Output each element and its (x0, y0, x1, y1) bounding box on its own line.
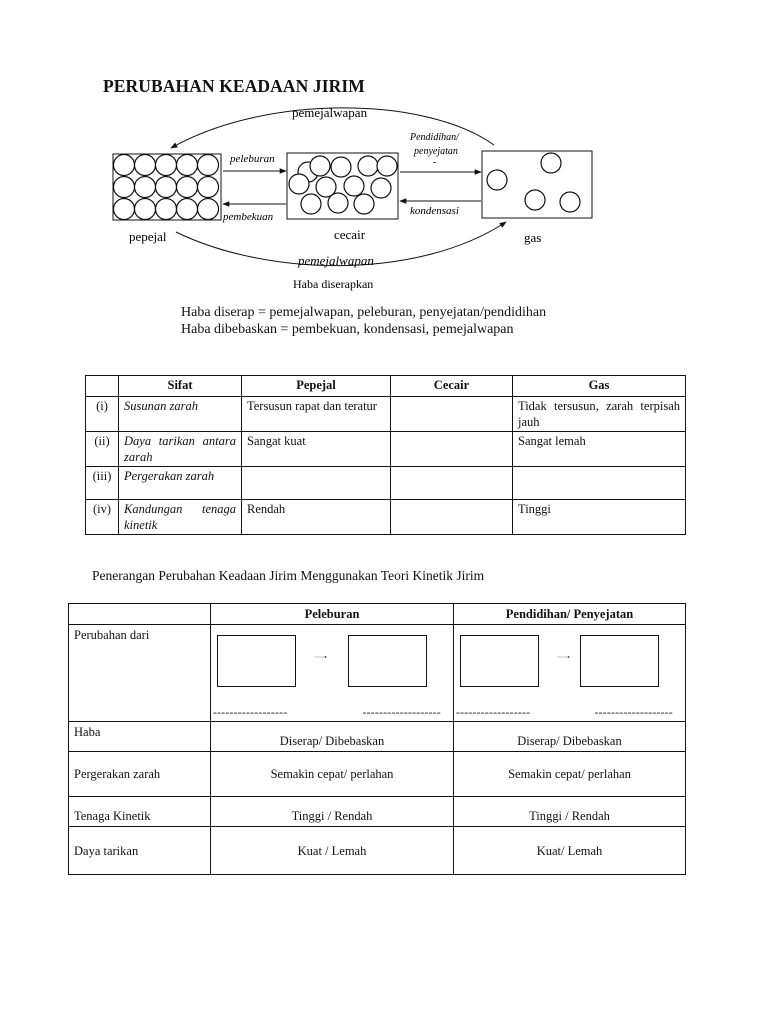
heat-label: Haba diserapkan (293, 277, 374, 291)
boiling-final-state-blank[interactable]: ------------------- (594, 707, 673, 719)
boiling-label-dash: - (433, 157, 437, 168)
melting-final-state-blank[interactable]: ------------------- (362, 707, 441, 719)
melting-change-cell (211, 625, 454, 722)
row-label: Pergerakan zarah (69, 752, 211, 797)
solid-particle (156, 155, 177, 176)
melting-choice[interactable]: Semakin cepat/ perlahan (211, 752, 454, 797)
row-label: Daya tarikan (69, 827, 211, 875)
properties-table (85, 375, 686, 535)
solid-particle (135, 199, 156, 220)
arrow-right-icon (295, 656, 346, 658)
melting-initial-state-blank[interactable]: ------------------ (213, 707, 288, 719)
melting-final-state-box[interactable] (348, 635, 427, 687)
gas-value: Tinggi (513, 500, 686, 535)
table-header-row (86, 376, 686, 397)
header-cell: Peleburan (211, 604, 454, 625)
property-name: Daya tarikan antara zarah (119, 432, 242, 467)
boiling-initial-state-box[interactable] (460, 635, 539, 687)
bottom-arrow-label: pemejalwapan (298, 253, 374, 268)
boiling-final-state-box[interactable] (580, 635, 659, 687)
liquid-particles-box (287, 153, 398, 219)
row-number: (i) (86, 397, 119, 432)
solid-particle (156, 177, 177, 198)
row-number: (iii) (86, 467, 119, 500)
solid-particle (135, 155, 156, 176)
table-row (86, 432, 686, 467)
solid-particle (198, 155, 219, 176)
table-row (69, 752, 686, 797)
row-number: (iv) (86, 500, 119, 535)
header-cell (69, 604, 211, 625)
solid-particle (156, 199, 177, 220)
header-cell: Pendidihan/ Penyejatan (454, 604, 686, 625)
solid-particle (114, 155, 135, 176)
solid-label: pepejal (129, 229, 167, 244)
liquid-value (391, 432, 513, 467)
header-cell (86, 376, 119, 397)
row-label: Perubahan dari (69, 625, 211, 722)
table-row (86, 500, 686, 535)
gas-value: Sangat lemah (513, 432, 686, 467)
solid-value: Tersusun rapat dan teratur (242, 397, 391, 432)
solid-particle (198, 177, 219, 198)
property-name: Kandungan tenaga kinetik (119, 500, 242, 535)
liquid-label: cecair (334, 227, 366, 242)
solid-particle (114, 177, 135, 198)
melting-choice[interactable]: Kuat / Lemah (211, 827, 454, 875)
table-header-row (69, 604, 686, 625)
liquid-value (391, 397, 513, 432)
states-of-matter-diagram (96, 96, 636, 296)
solid-particle (135, 177, 156, 198)
solid-particle (177, 177, 198, 198)
property-name: Pergerakan zarah (119, 467, 242, 500)
solid-value: Rendah (242, 500, 391, 535)
freezing-label: pembekuan (223, 211, 274, 223)
heat-summary (181, 304, 546, 338)
property-name: Susunan zarah (119, 397, 242, 432)
melting-choice[interactable]: Diserap/ Dibebaskan (211, 722, 454, 752)
boiling-label-line2: penyejatan (414, 146, 458, 157)
page-title: PERUBAHAN KEADAAN JIRIM (103, 76, 365, 96)
boiling-choice[interactable]: Diserap/ Dibebaskan (454, 722, 686, 752)
header-cell: Cecair (391, 376, 513, 397)
boiling-choice[interactable]: Kuat/ Lemah (454, 827, 686, 875)
melting-label: peleburan (230, 153, 275, 165)
row-number: (ii) (86, 432, 119, 467)
boiling-choice[interactable]: Tinggi / Rendah (454, 797, 686, 827)
top-arrow-label: pemejalwapan (292, 105, 368, 120)
boiling-label-line1: Pendidihan/ (410, 132, 459, 143)
table-row (69, 722, 686, 752)
solid-particle (114, 199, 135, 220)
melting-choice[interactable]: Tinggi / Rendah (211, 797, 454, 827)
table-row (69, 625, 686, 722)
gas-value: Tidak tersusun, zarah terpisah jauh (513, 397, 686, 432)
solid-value (242, 467, 391, 500)
boiling-choice[interactable]: Semakin cepat/ perlahan (454, 752, 686, 797)
gas-particles-box (482, 151, 592, 218)
liquid-value (391, 500, 513, 535)
liquid-value (391, 467, 513, 500)
condensation-label: kondensasi (410, 205, 459, 217)
table-row (86, 467, 686, 500)
header-cell: Pepejal (242, 376, 391, 397)
solid-particles-box (113, 154, 221, 220)
solid-particle (177, 199, 198, 220)
table-row (69, 827, 686, 875)
row-label: Haba (69, 722, 211, 752)
heat-released-line: Haba dibebaskan = pembekuan, kondensasi, pemejalwapan (181, 322, 514, 337)
solid-particle (177, 155, 198, 176)
solid-value: Sangat kuat (242, 432, 391, 467)
solid-particle (198, 199, 219, 220)
table-row (86, 397, 686, 432)
boiling-initial-state-blank[interactable]: ------------------ (456, 707, 531, 719)
heat-absorbed-line: Haba diserap = pemejalwapan, peleburan, penyejatan/pendidihan (181, 305, 547, 320)
gas-label: gas (524, 230, 542, 245)
gas-value (513, 467, 686, 500)
table-row (69, 797, 686, 827)
header-cell: Gas (513, 376, 686, 397)
explanation-heading: Penerangan Perubahan Keadaan Jirim Menggunakan Teori Kinetik Jirim (92, 568, 485, 583)
header-cell: Sifat (119, 376, 242, 397)
explanation-table (68, 603, 686, 875)
boiling-change-cell (454, 625, 686, 722)
melting-initial-state-box[interactable] (217, 635, 296, 687)
row-label: Tenaga Kinetik (69, 797, 211, 827)
